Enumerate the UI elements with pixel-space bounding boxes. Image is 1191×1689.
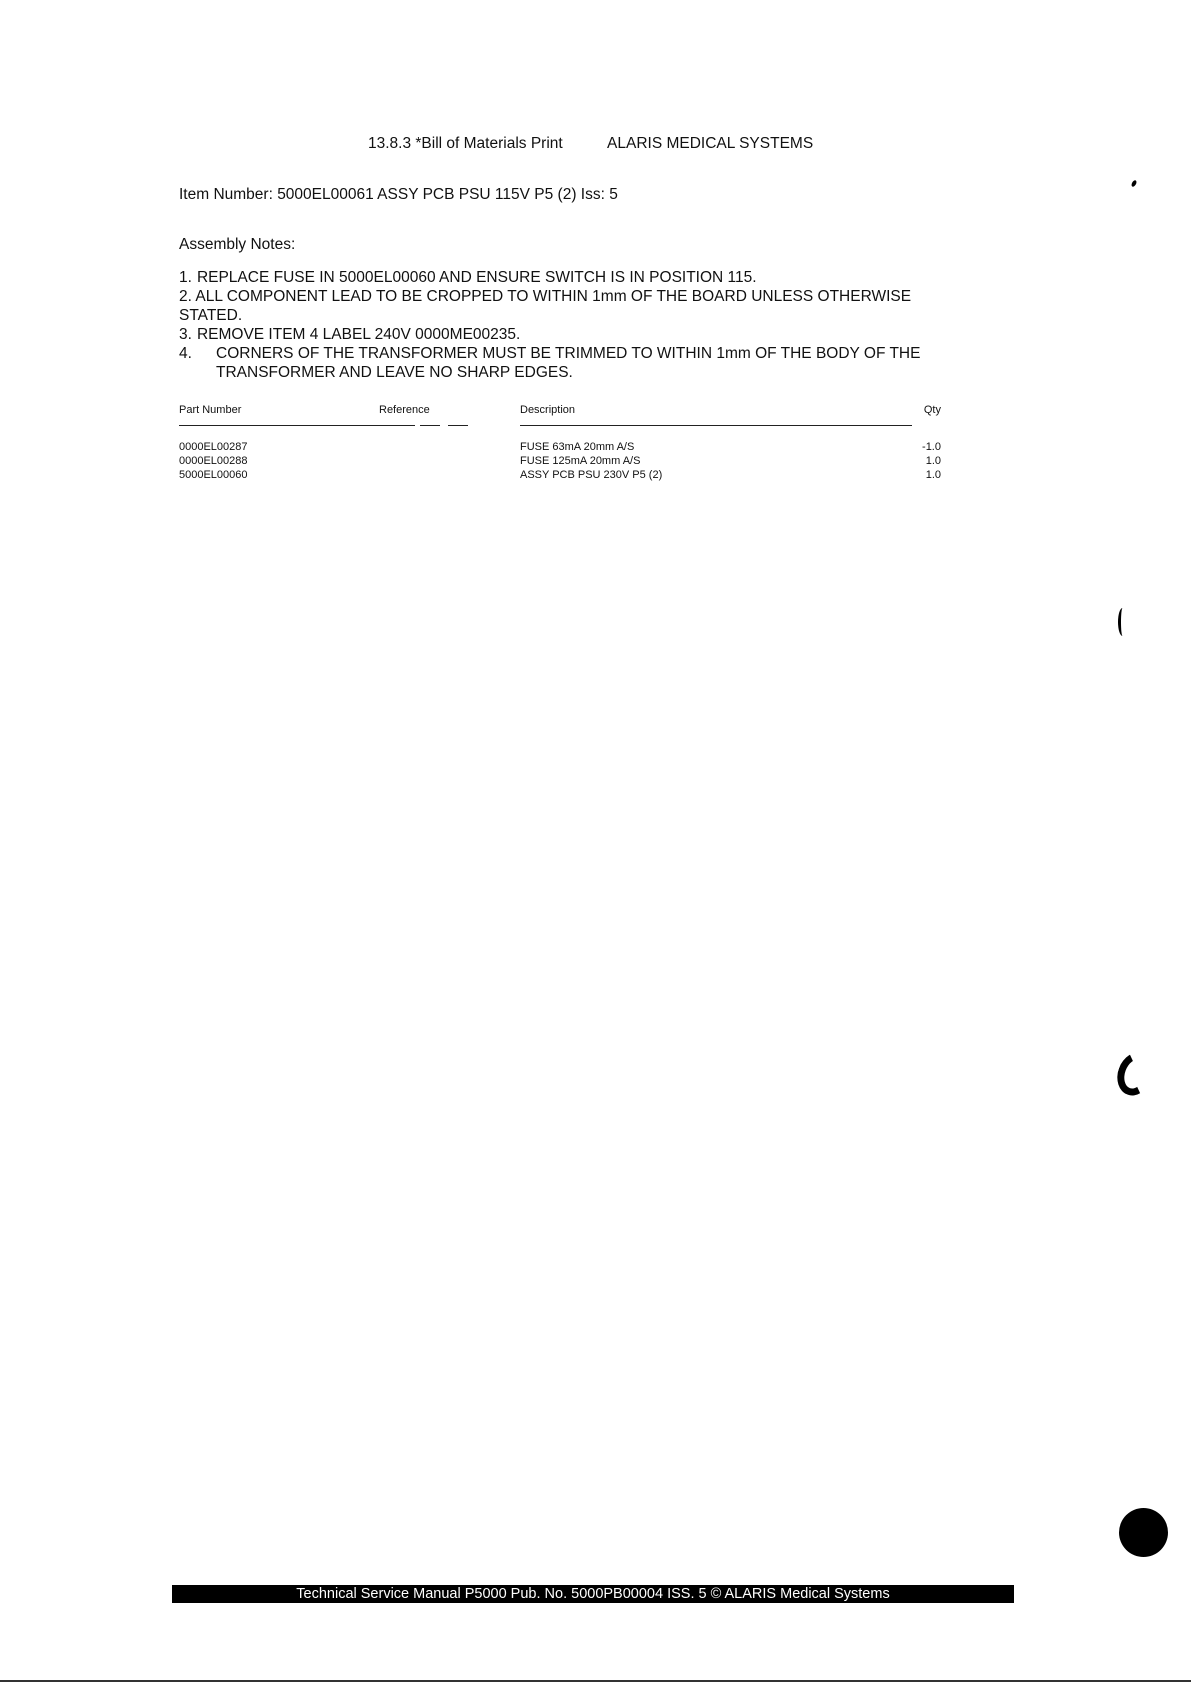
scan-mark (1131, 179, 1138, 187)
note-number: 4. (179, 345, 192, 362)
cell-description: FUSE 63mA 20mm A/S (520, 441, 635, 453)
table-divider (448, 425, 468, 426)
punch-hole-mark (1118, 608, 1127, 636)
assembly-notes-title: Assembly Notes: (179, 236, 296, 253)
table-divider (420, 425, 440, 426)
punch-hole-mark (1112, 1048, 1159, 1101)
cell-part-number: 0000EL00288 (179, 455, 248, 467)
bom-header-row (179, 404, 951, 420)
bom-table (179, 404, 951, 483)
cell-qty: 1.0 (925, 455, 941, 467)
table-divider (179, 425, 415, 426)
note-text: REPLACE FUSE IN 5000EL00060 AND ENSURE SWITCH IS IN POSITION 115. (196, 269, 757, 286)
note-number: 3. (179, 326, 192, 343)
table-divider (520, 425, 912, 426)
cell-qty: 1.0 (925, 469, 941, 481)
section-title: 13.8.3 *Bill of Materials Print (368, 135, 563, 152)
note-text: ALL COMPONENT LEAD TO BE CROPPED TO WITHIN 1mm OF THE BOARD UNLESS OTHERWISE STATED. (179, 288, 912, 324)
company-name: ALARIS MEDICAL SYSTEMS (607, 135, 814, 152)
table-row (179, 469, 951, 483)
cell-qty: -1.0 (922, 441, 941, 453)
bottom-rule (0, 1680, 1191, 1682)
cell-part-number: 0000EL00287 (179, 441, 248, 453)
note-item (179, 325, 969, 344)
note-item (179, 268, 969, 287)
cell-description: ASSY PCB PSU 230V P5 (2) (520, 469, 663, 481)
note-text: CORNERS OF THE TRANSFORMER MUST BE TRIMMED TO WITHIN 1mm OF THE BODY OF THE TRANSFORMER AND LEAVE NO SHARP EDGES. (216, 345, 921, 381)
table-row (179, 455, 951, 469)
table-row (179, 441, 951, 455)
note-item (179, 287, 969, 325)
note-text: REMOVE ITEM 4 LABEL 240V 0000ME00235. (196, 326, 521, 343)
header-reference: Reference (379, 404, 430, 416)
header-qty: Qty (923, 404, 941, 416)
note-number: 2. (179, 288, 192, 305)
footer-bar: Technical Service Manual P5000 Pub. No. 5000PB00004 ISS. 5 © ALARIS Medical Systems (172, 1585, 1014, 1603)
item-number-line: Item Number: 5000EL00061 ASSY PCB PSU 115V P5 (2) Iss: 5 (179, 186, 618, 203)
punch-hole-mark (1119, 1508, 1168, 1557)
header-part-number: Part Number (179, 404, 242, 416)
cell-description: FUSE 125mA 20mm A/S (520, 455, 641, 467)
cell-part-number: 5000EL00060 (179, 469, 248, 481)
note-item (179, 344, 969, 382)
note-number: 1. (179, 269, 192, 286)
assembly-notes-list (179, 268, 969, 382)
header-description: Description (520, 404, 576, 416)
page-header (368, 135, 813, 153)
